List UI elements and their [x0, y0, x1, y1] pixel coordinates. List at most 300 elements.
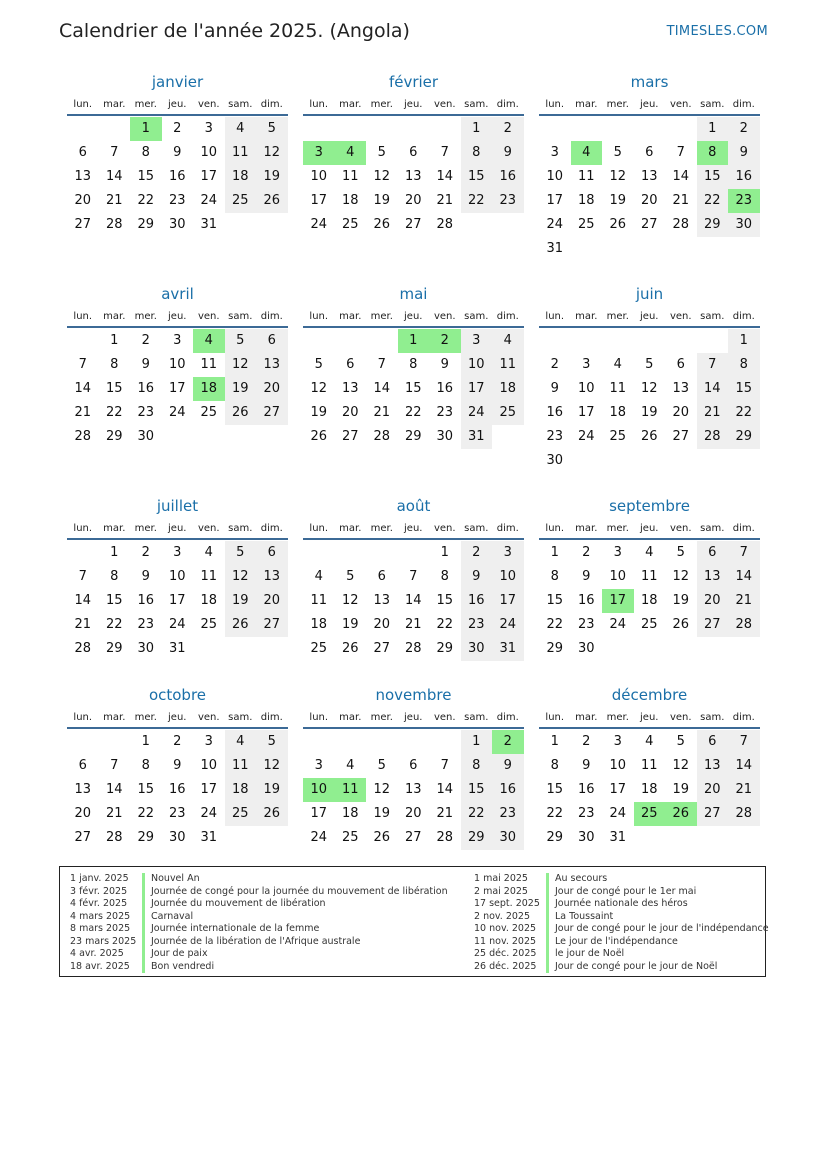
day-cell: 15 — [404, 381, 422, 396]
weekday-label: sam. — [464, 311, 489, 322]
holiday-day-cell: 4 — [193, 329, 225, 353]
day-cell: 16 — [577, 782, 595, 797]
weekday-label: jeu. — [640, 523, 659, 534]
day-cell: 12 — [373, 782, 391, 797]
day-cell: 28 — [436, 217, 454, 232]
legend-marker — [142, 911, 145, 924]
day-cell: 17 — [546, 193, 564, 208]
day-cell: 1 — [110, 545, 119, 560]
day-cell: 24 — [310, 830, 328, 845]
month-block — [303, 685, 524, 850]
day-cell: 25 — [341, 830, 359, 845]
day-cell: 20 — [74, 806, 92, 821]
day-cell: 6 — [256, 541, 288, 565]
weekday-label: lun. — [545, 712, 565, 723]
day-grid — [67, 116, 288, 237]
day-cell: 3 — [173, 333, 182, 348]
day-cell: 17 — [577, 405, 595, 420]
day-cell: 23 — [546, 429, 564, 444]
day-cell: 13 — [640, 169, 658, 184]
weekday-label: sam. — [700, 311, 725, 322]
day-cell: 27 — [74, 217, 92, 232]
holiday-legend — [59, 866, 769, 977]
day-cell: 23 — [577, 617, 595, 632]
weekday-label: dim. — [496, 311, 519, 322]
month-block — [67, 284, 288, 449]
day-cell: 6 — [645, 145, 654, 160]
legend-date: 8 mars 2025 — [70, 923, 131, 934]
month-name: février — [388, 73, 439, 91]
weekday-header — [67, 516, 288, 540]
day-cell: 16 — [492, 165, 524, 189]
day-grid — [539, 729, 760, 850]
legend-holiday-name: Journée nationale des héros — [555, 898, 688, 909]
weekday-label: mer. — [134, 99, 157, 110]
day-cell: 6 — [697, 730, 729, 754]
legend-date: 4 avr. 2025 — [70, 948, 124, 959]
day-cell: 23 — [168, 806, 186, 821]
day-cell: 19 — [341, 617, 359, 632]
day-cell: 14 — [105, 782, 123, 797]
legend-marker — [142, 961, 145, 974]
weekday-label: ven. — [669, 311, 692, 322]
day-cell: 6 — [409, 758, 418, 773]
day-cell: 11 — [640, 569, 658, 584]
legend-holiday-name: Journée de la libération de l'Afrique australe — [151, 935, 361, 947]
day-cell: 11 — [225, 141, 257, 165]
legend-row — [60, 911, 448, 924]
month-name: octobre — [148, 686, 207, 704]
day-cell: 15 — [105, 381, 123, 396]
day-cell: 12 — [341, 593, 359, 608]
day-cell: 13 — [256, 565, 288, 589]
day-cell: 29 — [728, 425, 760, 449]
day-cell: 14 — [404, 593, 422, 608]
day-cell: 18 — [492, 377, 524, 401]
day-cell: 19 — [225, 589, 257, 613]
empty-cell — [539, 117, 571, 141]
weekday-header — [67, 304, 288, 328]
day-cell: 19 — [373, 193, 391, 208]
day-cell: 27 — [404, 217, 422, 232]
empty-cell — [335, 117, 367, 141]
day-cell: 3 — [613, 545, 622, 560]
day-cell: 22 — [137, 193, 155, 208]
weekday-label: mar. — [575, 712, 598, 723]
day-cell: 28 — [728, 802, 760, 826]
day-cell: 5 — [645, 357, 654, 372]
day-cell: 6 — [78, 758, 87, 773]
day-cell: 20 — [256, 589, 288, 613]
day-cell: 4 — [204, 545, 213, 560]
day-cell: 5 — [676, 734, 685, 749]
day-cell: 20 — [256, 377, 288, 401]
empty-cell — [634, 117, 666, 141]
legend-column-left — [60, 873, 448, 973]
day-cell: 22 — [436, 617, 454, 632]
day-cell: 9 — [141, 357, 150, 372]
day-cell: 29 — [546, 641, 564, 656]
day-cell: 21 — [436, 806, 454, 821]
day-cell: 10 — [168, 569, 186, 584]
day-grid — [303, 540, 524, 661]
holiday-day-cell: 2 — [492, 730, 524, 754]
day-cell: 21 — [105, 806, 123, 821]
day-cell: 13 — [74, 169, 92, 184]
empty-cell — [665, 117, 697, 141]
legend-date: 2 mai 2025 — [474, 885, 528, 897]
day-cell: 8 — [110, 569, 119, 584]
day-cell: 28 — [697, 425, 729, 449]
day-cell: 8 — [141, 758, 150, 773]
legend-row — [464, 873, 769, 886]
day-cell: 22 — [461, 802, 493, 826]
day-cell: 21 — [728, 778, 760, 802]
legend-marker — [546, 911, 549, 924]
holiday-day-cell: 2 — [429, 329, 461, 353]
day-cell: 21 — [74, 405, 92, 420]
weekday-label: mar. — [103, 311, 126, 322]
day-cell: 19 — [256, 778, 288, 802]
legend-row — [464, 886, 769, 899]
day-cell: 26 — [373, 830, 391, 845]
day-cell: 20 — [697, 778, 729, 802]
day-cell: 19 — [256, 165, 288, 189]
day-cell: 31 — [200, 217, 218, 232]
legend-holiday-name: Nouvel An — [151, 873, 200, 884]
day-cell: 23 — [492, 802, 524, 826]
day-cell: 7 — [728, 541, 760, 565]
day-cell: 3 — [173, 545, 182, 560]
holiday-day-cell: 4 — [335, 141, 367, 165]
day-cell: 27 — [341, 429, 359, 444]
holiday-day-cell: 8 — [697, 141, 729, 165]
weekday-label: jeu. — [404, 311, 423, 322]
day-cell: 17 — [609, 782, 627, 797]
day-cell: 1 — [550, 734, 559, 749]
empty-cell — [99, 117, 131, 141]
day-cell: 22 — [546, 617, 564, 632]
weekday-label: mar. — [339, 712, 362, 723]
day-cell: 17 — [492, 589, 524, 613]
day-cell: 21 — [436, 193, 454, 208]
weekday-label: sam. — [228, 311, 253, 322]
day-cell: 30 — [461, 637, 493, 661]
weekday-label: sam. — [700, 523, 725, 534]
day-cell: 14 — [728, 565, 760, 589]
day-cell: 11 — [310, 593, 328, 608]
day-cell: 16 — [137, 593, 155, 608]
day-cell: 1 — [550, 545, 559, 560]
weekday-label: lun. — [309, 712, 329, 723]
weekday-label: ven. — [433, 99, 456, 110]
day-cell: 23 — [168, 193, 186, 208]
day-cell: 1 — [461, 117, 493, 141]
day-cell: 5 — [377, 758, 386, 773]
weekday-label: dim. — [732, 311, 755, 322]
day-cell: 18 — [310, 617, 328, 632]
day-cell: 9 — [461, 565, 493, 589]
weekday-label: dim. — [496, 523, 519, 534]
day-cell: 12 — [225, 565, 257, 589]
empty-cell — [429, 117, 461, 141]
day-cell: 25 — [640, 617, 658, 632]
month-block — [303, 284, 524, 449]
legend-row — [464, 923, 769, 936]
day-cell: 25 — [200, 405, 218, 420]
day-cell: 31 — [492, 637, 524, 661]
day-cell: 19 — [640, 405, 658, 420]
month-name: avril — [161, 285, 194, 303]
empty-cell — [539, 329, 571, 353]
day-cell: 11 — [200, 569, 218, 584]
day-cell: 16 — [461, 589, 493, 613]
day-cell: 18 — [341, 806, 359, 821]
day-cell: 7 — [110, 758, 119, 773]
day-cell: 29 — [404, 429, 422, 444]
day-cell: 15 — [436, 593, 454, 608]
weekday-label: mar. — [339, 311, 362, 322]
day-cell: 14 — [697, 377, 729, 401]
legend-row — [60, 923, 448, 936]
day-cell: 10 — [200, 758, 218, 773]
day-cell: 15 — [546, 593, 564, 608]
empty-cell — [571, 329, 603, 353]
day-cell: 16 — [492, 778, 524, 802]
day-cell: 2 — [461, 541, 493, 565]
brand-link[interactable]: TIMESLES.COM — [666, 24, 768, 39]
weekday-label: ven. — [433, 712, 456, 723]
day-cell: 5 — [225, 541, 257, 565]
legend-row — [60, 948, 448, 961]
day-cell: 9 — [173, 145, 182, 160]
empty-cell — [335, 541, 367, 565]
day-cell: 31 — [546, 241, 564, 256]
day-cell: 23 — [137, 617, 155, 632]
weekday-label: jeu. — [168, 523, 187, 534]
day-cell: 5 — [613, 145, 622, 160]
weekday-label: ven. — [197, 311, 220, 322]
holiday-day-cell: 11 — [335, 778, 367, 802]
weekday-label: lun. — [73, 99, 93, 110]
day-cell: 31 — [200, 830, 218, 845]
legend-row — [60, 936, 448, 949]
weekday-label: sam. — [464, 523, 489, 534]
day-cell: 10 — [577, 381, 595, 396]
holiday-day-cell: 1 — [398, 329, 430, 353]
day-cell: 21 — [105, 193, 123, 208]
day-cell: 25 — [341, 217, 359, 232]
legend-marker — [142, 923, 145, 936]
day-cell: 2 — [173, 121, 182, 136]
day-cell: 27 — [256, 401, 288, 425]
day-cell: 29 — [105, 641, 123, 656]
weekday-label: sam. — [228, 712, 253, 723]
day-cell: 22 — [137, 806, 155, 821]
legend-row — [464, 948, 769, 961]
day-cell: 27 — [640, 217, 658, 232]
weekday-label: lun. — [73, 712, 93, 723]
legend-marker — [546, 923, 549, 936]
day-cell: 26 — [256, 189, 288, 213]
day-cell: 4 — [225, 117, 257, 141]
day-cell: 25 — [310, 641, 328, 656]
month-name: septembre — [609, 497, 690, 515]
weekday-label: sam. — [464, 712, 489, 723]
day-cell: 21 — [728, 589, 760, 613]
day-cell: 31 — [461, 425, 493, 449]
day-cell: 7 — [110, 145, 119, 160]
day-cell: 14 — [728, 754, 760, 778]
month-name: mai — [399, 285, 428, 303]
day-cell: 17 — [310, 806, 328, 821]
weekday-label: jeu. — [168, 311, 187, 322]
empty-cell — [67, 730, 99, 754]
month-name: novembre — [375, 686, 452, 704]
day-cell: 11 — [609, 381, 627, 396]
legend-holiday-name: Le jour de l'indépendance — [555, 935, 678, 947]
day-cell: 12 — [256, 754, 288, 778]
day-cell: 18 — [341, 193, 359, 208]
holiday-day-cell: 23 — [728, 189, 760, 213]
day-cell: 30 — [168, 217, 186, 232]
day-cell: 6 — [78, 145, 87, 160]
month-block — [67, 685, 288, 850]
day-cell: 25 — [609, 429, 627, 444]
weekday-label: mer. — [134, 712, 157, 723]
day-cell: 30 — [436, 429, 454, 444]
holiday-day-cell: 1 — [130, 117, 162, 141]
day-grid — [303, 729, 524, 850]
day-cell: 9 — [728, 141, 760, 165]
weekday-label: mar. — [103, 712, 126, 723]
day-cell: 15 — [546, 782, 564, 797]
empty-cell — [571, 117, 603, 141]
weekday-label: mer. — [134, 311, 157, 322]
weekday-label: sam. — [228, 523, 253, 534]
empty-cell — [602, 117, 634, 141]
empty-cell — [303, 541, 335, 565]
day-cell: 1 — [728, 329, 760, 353]
day-cell: 14 — [373, 381, 391, 396]
day-cell: 5 — [225, 329, 257, 353]
weekday-header — [539, 516, 760, 540]
legend-date: 1 janv. 2025 — [70, 873, 129, 884]
day-cell: 15 — [728, 377, 760, 401]
legend-holiday-name: La Toussaint — [555, 910, 614, 922]
legend-holiday-name: Journée internationale de la femme — [151, 923, 320, 934]
day-cell: 14 — [105, 169, 123, 184]
day-cell: 27 — [74, 830, 92, 845]
day-cell: 13 — [256, 353, 288, 377]
day-cell: 20 — [341, 405, 359, 420]
day-cell: 4 — [613, 357, 622, 372]
day-cell: 30 — [137, 641, 155, 656]
legend-marker — [142, 936, 145, 949]
day-cell: 5 — [676, 545, 685, 560]
day-cell: 7 — [409, 569, 418, 584]
day-cell: 10 — [168, 357, 186, 372]
day-cell: 30 — [168, 830, 186, 845]
weekday-header — [539, 92, 760, 116]
day-cell: 19 — [310, 405, 328, 420]
day-cell: 8 — [550, 758, 559, 773]
day-cell: 5 — [256, 117, 288, 141]
day-cell: 29 — [546, 830, 564, 845]
day-cell: 17 — [168, 593, 186, 608]
legend-marker — [142, 898, 145, 911]
day-cell: 26 — [225, 401, 257, 425]
day-cell: 28 — [74, 641, 92, 656]
month-name: juin — [635, 285, 664, 303]
day-cell: 11 — [200, 357, 218, 372]
day-cell: 26 — [672, 617, 690, 632]
day-cell: 7 — [676, 145, 685, 160]
day-cell: 13 — [404, 169, 422, 184]
day-cell: 30 — [546, 453, 564, 468]
day-cell: 18 — [200, 593, 218, 608]
day-cell: 16 — [728, 165, 760, 189]
weekday-label: dim. — [732, 99, 755, 110]
legend-row — [60, 898, 448, 911]
weekday-label: jeu. — [404, 712, 423, 723]
day-cell: 27 — [672, 429, 690, 444]
month-block — [67, 496, 288, 661]
day-cell: 13 — [74, 782, 92, 797]
empty-cell — [67, 541, 99, 565]
day-cell: 22 — [404, 405, 422, 420]
weekday-label: jeu. — [168, 99, 187, 110]
day-cell: 27 — [373, 641, 391, 656]
day-cell: 29 — [105, 429, 123, 444]
month-block — [539, 284, 760, 473]
day-cell: 6 — [377, 569, 386, 584]
day-cell: 30 — [577, 830, 595, 845]
day-cell: 9 — [582, 569, 591, 584]
day-cell: 27 — [404, 830, 422, 845]
day-cell: 26 — [373, 217, 391, 232]
weekday-label: ven. — [433, 311, 456, 322]
day-cell: 6 — [409, 145, 418, 160]
holiday-day-cell: 26 — [665, 802, 697, 826]
month-name: juillet — [156, 497, 199, 515]
weekday-label: jeu. — [640, 712, 659, 723]
holiday-day-cell: 18 — [193, 377, 225, 401]
weekday-label: mer. — [370, 99, 393, 110]
weekday-label: lun. — [309, 99, 329, 110]
day-cell: 6 — [697, 541, 729, 565]
legend-holiday-name: Jour de congé pour le jour de Noël — [555, 960, 718, 972]
legend-marker — [546, 936, 549, 949]
legend-date: 1 mai 2025 — [474, 873, 528, 884]
day-cell: 24 — [546, 217, 564, 232]
month-block — [539, 496, 760, 661]
day-cell: 21 — [404, 617, 422, 632]
day-cell: 3 — [613, 734, 622, 749]
day-cell: 25 — [577, 217, 595, 232]
day-grid — [539, 116, 760, 261]
day-cell: 19 — [373, 806, 391, 821]
weekday-label: dim. — [496, 99, 519, 110]
day-cell: 30 — [137, 429, 155, 444]
empty-cell — [602, 329, 634, 353]
day-cell: 4 — [225, 730, 257, 754]
day-cell: 10 — [609, 758, 627, 773]
weekday-label: sam. — [464, 99, 489, 110]
day-cell: 22 — [461, 189, 493, 213]
weekday-label: mer. — [134, 523, 157, 534]
legend-holiday-name: Jour de congé pour le 1er mai — [555, 885, 697, 897]
